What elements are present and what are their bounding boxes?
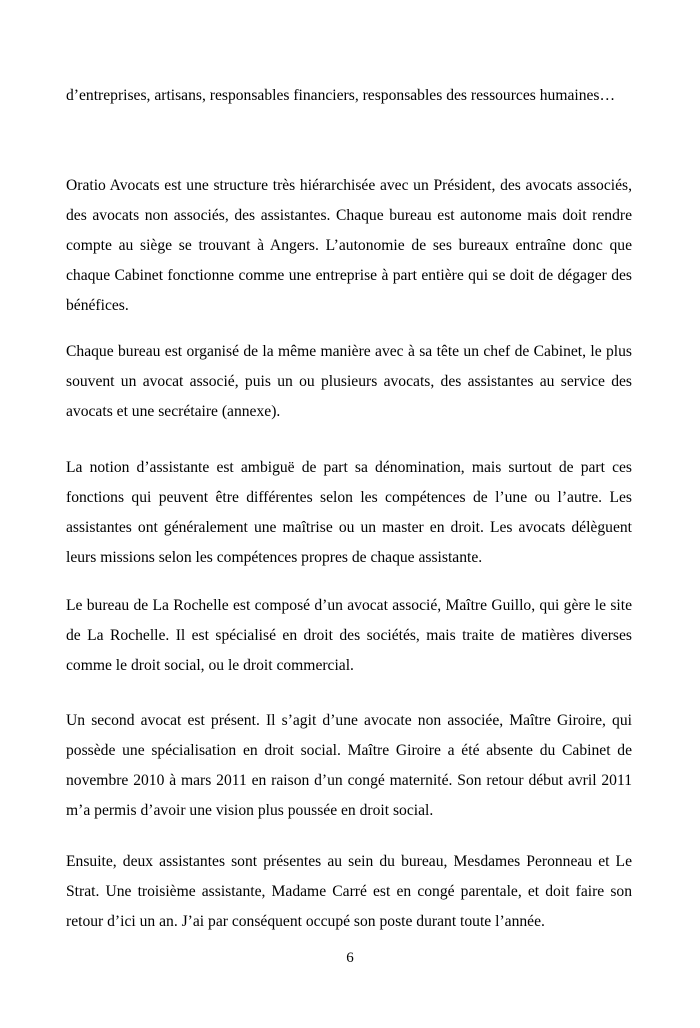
paragraph-continuation: d’entreprises, artisans, responsables financiers, responsables des ressources humaines…: [66, 87, 616, 104]
paragraph-bureau-la-rochelle: Le bureau de La Rochelle est composé d’un avocat associé, Maître Guillo, qui gère le site de La Rochelle. Il est spécialisé en droit des sociétés, mais traite de matières diverses comme le droit social, ou le droit commercial.: [66, 597, 632, 674]
paragraph-assistante-notion: La notion d’assistante est ambiguë de part sa dénomination, mais surtout de part ces fonctions qui peuvent être différentes selon les compétences de l’une ou l’autre. Les assistantes ont généralement une maîtrise ou un master en droit. Les avocats délèguent leurs missions selon les compétences propres de chaque assistante.: [66, 459, 632, 566]
paragraph-second-avocat: Un second avocat est présent. Il s’agit d’une avocate non associée, Maître Giroire, qui possède une spécialisation en droit social. Maître Giroire a été absente du Cabinet de novembre 2010 à mars 2011 en raison d’un congé maternité. Son retour début avril 2011 m’a permis d’avoir une vision plus poussée en droit social.: [66, 712, 632, 819]
page-number: 6: [346, 950, 354, 966]
paragraph-bureau-organisation: Chaque bureau est organisé de la même manière avec à sa tête un chef de Cabinet, le plus souvent un avocat associé, puis un ou plusieurs avocats, des assistantes au service des avocats et une secrétaire (annexe).: [66, 343, 632, 420]
paragraph-oratio-structure: Oratio Avocats est une structure très hiérarchisée avec un Président, des avocats associés, des avocats non associés, des assistantes. Chaque bureau est autonome mais doit rendre compte au siège se trouvant à Angers. L’autonomie de ses bureaux entraîne donc que chaque Cabinet fonctionne comme une entreprise à part entière qui se doit de dégager des bénéfices.: [66, 177, 632, 314]
paragraph-assistantes: Ensuite, deux assistantes sont présentes au sein du bureau, Mesdames Peronneau et Le Strat. Une troisième assistante, Madame Carré est en congé parentale, et doit faire son retour d’ici un an. J’ai par conséquent occupé son poste durant toute l’année.: [66, 853, 632, 930]
